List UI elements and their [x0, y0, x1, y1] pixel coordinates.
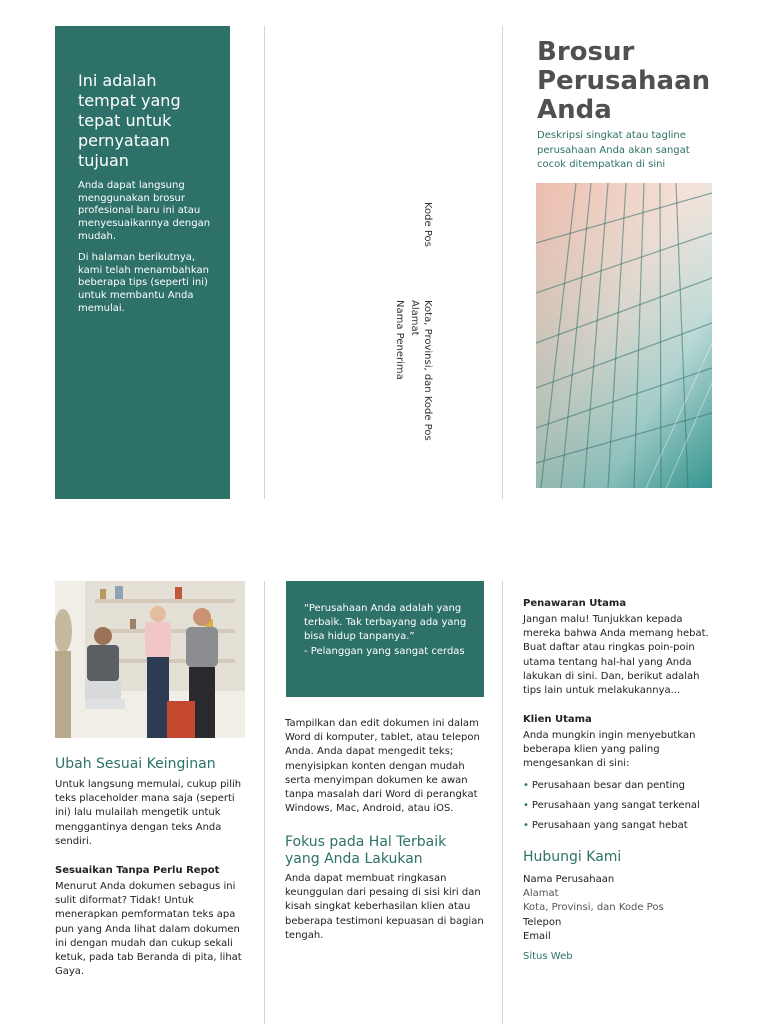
client-name: Perusahaan yang sangat hebat — [531, 820, 688, 831]
list-item — [523, 819, 723, 832]
brochure-tagline: Deskripsi singkat atau tagline perusahaan Anda akan sangat cocok ditempatkan di sini — [537, 130, 690, 170]
offer-heading: Penawaran Utama — [523, 598, 627, 609]
mailer-address-line: Alamat — [409, 300, 420, 336]
client-name: Perusahaan yang sangat terkenal — [531, 800, 700, 811]
focus-text: Anda dapat membuat ringkasan keunggulan dari pesaing di sisi kiri dan kisah singkat keberhasilan klien atau beberapa testimoni kepuasan di bagian tengah. — [285, 873, 484, 941]
customize-text: Untuk langsung memulai, cukup pilih teks placeholder mana saja (seperti ini) lalu mulailah mengetik untuk menggantinya dengan teks Anda sendiri. — [55, 779, 242, 847]
offer-text: Jangan malu! Tunjukkan kepada mereka bahwa Anda memang hebat. Buat daftar atau ringkas poin-poin utama tentang hal-hal yang Anda lakukan di sini. Dan, berikut adalah tips lain untuk melakukannya... — [523, 614, 709, 697]
contact-city: Kota, Provinsi, dan Kode Pos — [523, 902, 664, 913]
mailer-recipient-line: Nama Penerima — [394, 300, 405, 380]
clients-list — [523, 779, 723, 839]
mission-heading: Ini adalah tempat yang tepat untuk pernyataan tujuan — [78, 71, 181, 170]
column-divider — [264, 26, 265, 499]
easy-format-text: Menurut Anda dokumen sebagus ini sulit diformat? Tidak! Untuk menerapkan pemformatan teks apa pun yang Anda lihat dalam dokumen ini dengan mudah dan cukup sekali ketuk, pada tab Beranda di pita, lihat Gaya. — [55, 881, 242, 978]
easy-format-subheading: Sesuaikan Tanpa Perlu Repot — [55, 865, 220, 876]
focus-heading: Fokus pada Hal Terbaik yang Anda Lakukan — [285, 834, 447, 867]
building-image — [536, 183, 712, 488]
contact-heading: Hubungi Kami — [523, 849, 622, 865]
testimonial-text — [304, 602, 469, 659]
contact-company: Nama Perusahaan — [523, 874, 615, 885]
contact-email: Email — [523, 931, 551, 942]
bullet-icon: • — [523, 780, 529, 791]
bullet-icon: • — [523, 800, 529, 811]
word-edit-text: Tampilkan dan edit dokumen ini dalam Word di komputer, tablet, atau telepon Anda. Anda dapat mengedit teks; menyisipkan konten dengan mudah serta menyimpan dokumen ke awan tanpa masalah dari Word di perangkat Windows, Mac, Android, atau iOS. — [285, 718, 480, 815]
mailer-line: Kode Pos — [422, 202, 433, 247]
testimonial-box — [286, 581, 484, 697]
contact-address: Alamat — [523, 888, 559, 899]
contact-website-link[interactable]: Situs Web — [523, 951, 573, 962]
mission-text-2: Di halaman berikutnya, kami telah menambahkan beberapa tips (seperti ini) untuk membantu Anda memulai. — [78, 252, 209, 314]
column-divider — [264, 581, 265, 1024]
clients-heading: Klien Utama — [523, 714, 592, 725]
mission-text-1: Anda dapat langsung menggunakan brosur profesional baru ini atau menyesuaikannya dengan mudah. — [78, 180, 211, 242]
mailer-city-line: Kota, Provinsi, dan Kode Pos — [422, 300, 433, 441]
list-item — [523, 779, 723, 792]
client-name: Perusahaan besar dan penting — [531, 780, 685, 791]
column-divider — [502, 581, 503, 1024]
testimonial-author: - Pelanggan yang sangat cerdas — [304, 645, 465, 657]
brochure-title: Brosur Perusahaan Anda — [537, 37, 711, 125]
column-divider — [502, 26, 503, 499]
list-item — [523, 799, 723, 812]
bullet-icon: • — [523, 820, 529, 831]
team-photo — [55, 581, 245, 738]
customize-heading: Ubah Sesuai Keinginan — [55, 756, 216, 772]
contact-phone: Telepon — [523, 917, 562, 928]
testimonial-quote: “Perusahaan Anda adalah yang terbaik. Tak terbayang ada yang bisa hidup tanpanya.” — [304, 603, 467, 643]
clients-text: Anda mungkin ingin menyebutkan beberapa klien yang paling mengesankan di sini: — [523, 730, 696, 770]
mission-panel — [55, 26, 230, 499]
